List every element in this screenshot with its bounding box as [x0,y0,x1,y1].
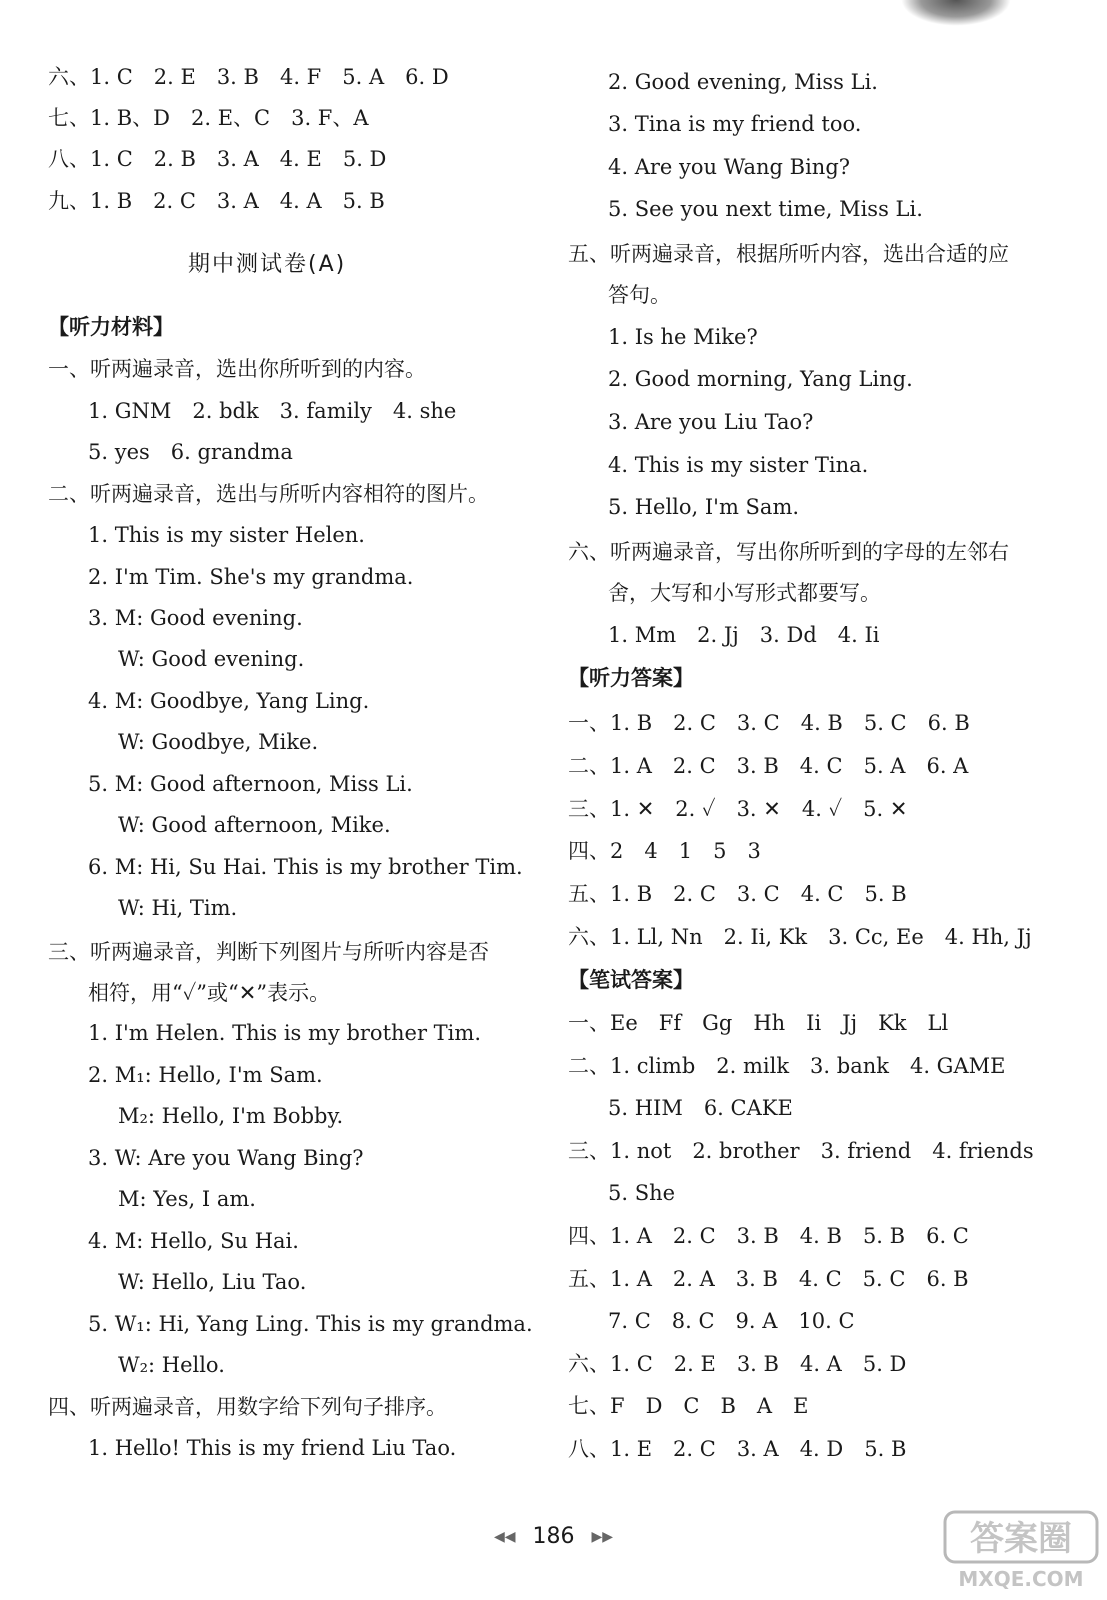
text-line: 六、1. C 2. E 3. B 4. F 5. A 6. D [48,65,449,89]
question-heading: 六、听两遍录音，写出你所听到的字母的左邻右 [568,540,1009,564]
text-line: 4. M: Hello, Su Hai. [88,1229,299,1253]
text-line: W₂: Hello. [118,1353,225,1377]
question-heading-cont: 舍，大写和小写形式都要写。 [608,581,881,605]
text-line: 6. M: Hi, Su Hai. This is my brother Tim. [88,855,523,879]
answer-line: 八、1. E 2. C 3. A 4. D 5. B [568,1437,907,1461]
question-heading-cont: 相符，用“✓”或“✕”表示。 [88,981,331,1005]
answer-line: 二、1. climb 2. milk 3. bank 4. GAME [568,1054,1006,1078]
watermark-logo [941,1508,1101,1594]
answer-line: 7. C 8. C 9. A 10. C [608,1309,855,1333]
text-line: W: Goodbye, Mike. [118,730,319,754]
text-line: 5. Hello, I'm Sam. [608,495,800,519]
text-line: 2. I'm Tim. She's my grandma. [88,565,414,589]
answer-line: 5. HIM 6. CAKE [608,1096,793,1120]
next-arrow-icon: ▶▶ [591,1529,614,1545]
text-line: 1. Hello! This is my friend Liu Tao. [88,1436,457,1460]
text-line: W: Hello, Liu Tao. [118,1270,307,1294]
answer-line: 四、2 4 1 5 3 [568,839,761,863]
page-number: 186 [532,1524,575,1549]
text-line: 九、1. B 2. C 3. A 4. A 5. B [48,189,385,213]
text-line: 5. yes 6. grandma [88,440,293,464]
text-line: 5. W₁: Hi, Yang Ling. This is my grandma. [88,1312,533,1336]
text-line: 4. M: Goodbye, Yang Ling. [88,689,370,713]
text-line: 3. W: Are you Wang Bing? [88,1146,364,1170]
prev-arrow-icon: ◀◀ [493,1529,516,1545]
text-line: 4. This is my sister Tina. [608,453,869,477]
text-line: 1. This is my sister Helen. [88,523,365,547]
text-line: M₂: Hello, I'm Bobby. [118,1104,344,1128]
question-heading: 五、听两遍录音，根据所听内容，选出合适的应 [568,242,1009,266]
question-heading: 一、听两遍录音，选出你所听到的内容。 [48,357,426,381]
text-line: 1. Mm 2. Jj 3. Dd 4. Ii [608,623,880,647]
section-heading: 【听力材料】 [48,315,174,339]
answer-line: 七、F D C B A E [568,1394,809,1418]
answer-line: 四、1. A 2. C 3. B 4. B 5. B 6. C [568,1224,969,1248]
text-line: 3. M: Good evening. [88,606,303,630]
text-line: 七、1. B、D 2. E、C 3. F、A [48,106,369,130]
answer-line: 五、1. A 2. A 3. B 4. C 5. C 6. B [568,1267,969,1291]
text-line: 5. See you next time, Miss Li. [608,197,923,221]
section-title: 期中测试卷(A) [188,252,347,277]
section-heading: 【听力答案】 [568,666,694,690]
text-line: 1. GNM 2. bdk 3. family 4. she [88,399,457,423]
text-line: 5. M: Good afternoon, Miss Li. [88,772,413,796]
text-line: M: Yes, I am. [118,1187,256,1211]
question-heading: 二、听两遍录音，选出与所听内容相符的图片。 [48,482,489,506]
text-line: 3. Tina is my friend too. [608,112,862,136]
answer-line: 三、1. ✕ 2. ✓ 3. ✕ 4. ✓ 5. ✕ [568,797,908,821]
text-line: 1. Is he Mike? [608,325,758,349]
answer-line: 一、1. B 2. C 3. C 4. B 5. C 6. B [568,711,970,735]
text-line: 3. Are you Liu Tao? [608,410,814,434]
answer-line: 六、1. Ll, Nn 2. Ii, Kk 3. Cc, Ee 4. Hh, Jj [568,925,1032,949]
text-line: 八、1. C 2. B 3. A 4. E 5. D [48,147,387,171]
answer-line: 5. She [608,1181,676,1205]
text-line: 2. Good evening, Miss Li. [608,70,878,94]
text-line: 2. M₁: Hello, I'm Sam. [88,1063,323,1087]
text-line: 4. Are you Wang Bing? [608,155,851,179]
answer-line: 六、1. C 2. E 3. B 4. A 5. D [568,1352,907,1376]
corner-decoration [901,0,1011,26]
question-heading: 四、听两遍录音，用数字给下列句子排序。 [48,1395,447,1419]
answer-line: 二、1. A 2. C 3. B 4. C 5. A 6. A [568,754,969,778]
text-line: 2. Good morning, Yang Ling. [608,367,913,391]
answer-line: 五、1. B 2. C 3. C 4. C 5. B [568,882,907,906]
text-line: 1. I'm Helen. This is my brother Tim. [88,1021,481,1045]
section-heading: 【笔试答案】 [568,968,694,992]
answer-line: 一、Ee Ff Gg Hh Ii Jj Kk Ll [568,1011,949,1035]
text-line: W: Hi, Tim. [118,896,238,920]
watermark-url: MXQE.COM [958,1567,1084,1591]
watermark-brand: 答案圈 [970,1519,1072,1559]
text-line: W: Good afternoon, Mike. [118,813,391,837]
question-heading-cont: 答句。 [608,283,671,307]
text-line: W: Good evening. [118,647,305,671]
question-heading: 三、听两遍录音，判断下列图片与所听内容是否 [48,940,489,964]
answer-line: 三、1. not 2. brother 3. friend 4. friends [568,1139,1034,1163]
